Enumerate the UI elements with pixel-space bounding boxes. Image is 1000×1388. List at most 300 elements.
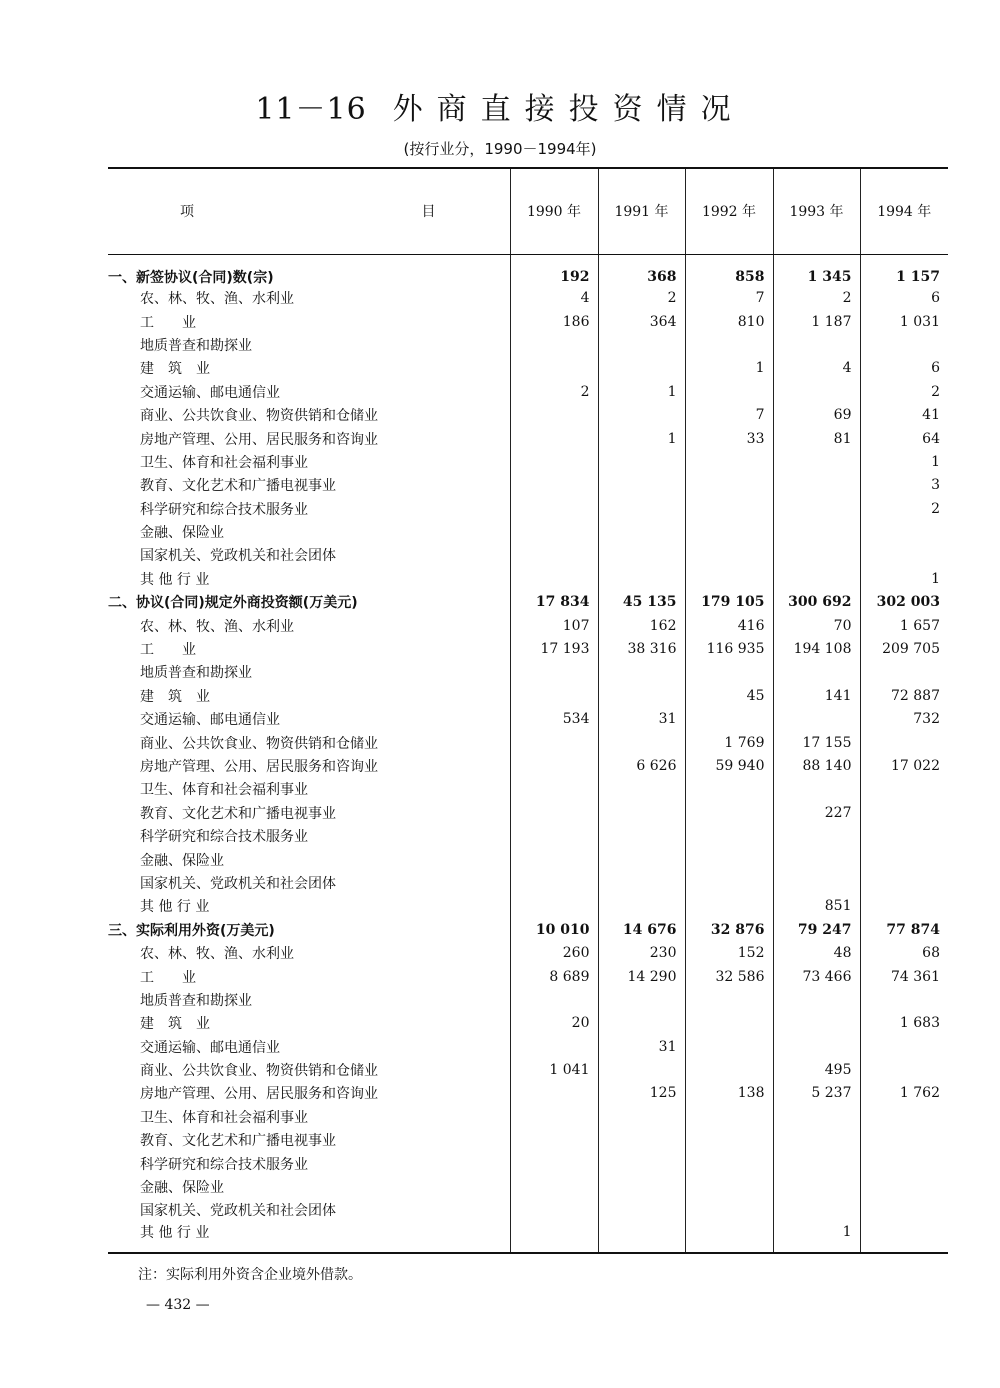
value-cell-1991	[598, 497, 685, 520]
value-cell-1992	[685, 988, 773, 1011]
value-cell-1994: 68	[860, 941, 948, 964]
value-cell-1993	[773, 871, 860, 894]
value-cell-1991: 2	[598, 287, 685, 310]
table-row	[108, 310, 948, 333]
value-cell-1994: 41	[860, 403, 948, 426]
industry-label: 其 他 行 业	[140, 899, 210, 916]
value-cell-1994	[860, 1152, 948, 1175]
value-cell-1991	[598, 988, 685, 1011]
value-cell-1993	[773, 567, 860, 590]
value-cell-1992: 32 586	[685, 965, 773, 988]
value-cell-1994: 3	[860, 474, 948, 497]
value-cell-1991: 1	[598, 380, 685, 403]
value-cell-1990	[510, 544, 598, 567]
value-cell-1994: 6	[860, 357, 948, 380]
value-cell-1991: 364	[598, 310, 685, 333]
item-column-header	[108, 168, 510, 254]
section-row	[108, 918, 948, 941]
value-cell-1991	[598, 1012, 685, 1035]
value-cell-1994	[860, 544, 948, 567]
value-cell-1990	[510, 731, 598, 754]
value-cell-1993: 81	[773, 427, 860, 450]
value-cell-1992	[685, 1199, 773, 1222]
value-cell-1992: 45	[685, 684, 773, 707]
industry-label: 地质普查和勘探业	[140, 992, 252, 1009]
value-cell-1994	[860, 333, 948, 356]
value-cell-1991: 45 135	[598, 591, 685, 614]
value-cell-1994	[860, 1058, 948, 1081]
value-cell-1990	[510, 1222, 598, 1253]
value-cell-1992	[685, 1222, 773, 1253]
table-row	[108, 988, 948, 1011]
value-cell-1994	[860, 1105, 948, 1128]
industry-label: 交通运输、邮电通信业	[140, 1039, 280, 1056]
value-cell-1994	[860, 871, 948, 894]
value-cell-1992: 152	[685, 941, 773, 964]
investment-table	[108, 167, 948, 1254]
value-cell-1994	[860, 1035, 948, 1058]
value-cell-1994	[860, 731, 948, 754]
industry-label: 卫生、体育和社会福利事业	[140, 454, 308, 471]
value-cell-1990: 1 041	[510, 1058, 598, 1081]
value-cell-1990: 192	[510, 254, 598, 287]
value-cell-1993	[773, 1012, 860, 1035]
value-cell-1990	[510, 661, 598, 684]
value-cell-1990	[510, 403, 598, 426]
value-cell-1993	[773, 1129, 860, 1152]
industry-label: 工 业	[140, 314, 196, 331]
value-cell-1992: 810	[685, 310, 773, 333]
year-header-1994: 1994 年	[860, 168, 948, 254]
value-cell-1990	[510, 1152, 598, 1175]
table-row	[108, 824, 948, 847]
industry-label: 卫生、体育和社会福利事业	[140, 1109, 308, 1126]
value-cell-1994: 1 157	[860, 254, 948, 287]
value-cell-1993	[773, 450, 860, 473]
value-cell-1991: 31	[598, 708, 685, 731]
value-cell-1992	[685, 333, 773, 356]
value-cell-1993	[773, 544, 860, 567]
value-cell-1992	[685, 1012, 773, 1035]
industry-label: 建 筑 业	[140, 688, 210, 705]
item-header-left: 项	[180, 204, 194, 221]
industry-label: 国家机关、党政机关和社会团体	[140, 875, 336, 892]
industry-label: 其 他 行 业	[140, 1225, 210, 1242]
value-cell-1991	[598, 403, 685, 426]
value-cell-1990	[510, 1105, 598, 1128]
value-cell-1994	[860, 520, 948, 543]
table-row	[108, 497, 948, 520]
table-row	[108, 403, 948, 426]
value-cell-1992	[685, 708, 773, 731]
value-cell-1994: 209 705	[860, 637, 948, 660]
industry-label: 科学研究和综合技术服务业	[140, 829, 308, 846]
value-cell-1993: 851	[773, 895, 860, 918]
industry-label: 交通运输、邮电通信业	[140, 712, 280, 729]
value-cell-1990	[510, 824, 598, 847]
value-cell-1990: 10 010	[510, 918, 598, 941]
value-cell-1993	[773, 708, 860, 731]
table-number: 11－16	[255, 92, 367, 127]
value-cell-1994	[860, 895, 948, 918]
value-cell-1992	[685, 848, 773, 871]
value-cell-1994: 732	[860, 708, 948, 731]
table-header	[108, 168, 948, 254]
value-cell-1990	[510, 1175, 598, 1198]
table-row	[108, 333, 948, 356]
value-cell-1991	[598, 544, 685, 567]
industry-label: 房地产管理、公用、居民服务和咨询业	[140, 759, 378, 775]
value-cell-1991: 162	[598, 614, 685, 637]
value-cell-1991	[598, 1129, 685, 1152]
value-cell-1990	[510, 520, 598, 543]
value-cell-1992	[685, 778, 773, 801]
value-cell-1994: 64	[860, 427, 948, 450]
table-row	[108, 941, 948, 964]
value-cell-1994: 1	[860, 567, 948, 590]
value-cell-1992: 7	[685, 287, 773, 310]
industry-label: 教育、文化艺术和广播电视事业	[140, 1133, 336, 1150]
value-cell-1993: 1 187	[773, 310, 860, 333]
value-cell-1990	[510, 1199, 598, 1222]
value-cell-1993	[773, 1105, 860, 1128]
industry-label: 科学研究和综合技术服务业	[140, 501, 308, 518]
value-cell-1992	[685, 824, 773, 847]
value-cell-1991	[598, 357, 685, 380]
value-cell-1994: 17 022	[860, 754, 948, 777]
value-cell-1992: 7	[685, 403, 773, 426]
value-cell-1993: 79 247	[773, 918, 860, 941]
value-cell-1993: 73 466	[773, 965, 860, 988]
value-cell-1992	[685, 661, 773, 684]
value-cell-1994	[860, 988, 948, 1011]
table-row	[108, 380, 948, 403]
value-cell-1990: 20	[510, 1012, 598, 1035]
value-cell-1992	[685, 1175, 773, 1198]
value-cell-1992: 1	[685, 357, 773, 380]
value-cell-1993: 88 140	[773, 754, 860, 777]
value-cell-1991	[598, 333, 685, 356]
value-cell-1991	[598, 474, 685, 497]
value-cell-1992	[685, 450, 773, 473]
value-cell-1991	[598, 1105, 685, 1128]
value-cell-1990	[510, 427, 598, 450]
value-cell-1993: 17 155	[773, 731, 860, 754]
value-cell-1992: 858	[685, 254, 773, 287]
value-cell-1990: 107	[510, 614, 598, 637]
table-row	[108, 474, 948, 497]
table-note: 注：实际利用外资含企业境外借款。	[138, 1267, 362, 1283]
value-cell-1992	[685, 567, 773, 590]
value-cell-1993: 495	[773, 1058, 860, 1081]
page-number: — 432 —	[146, 1297, 210, 1313]
industry-label: 建 筑 业	[140, 1016, 210, 1033]
table-row	[108, 1035, 948, 1058]
table-row	[108, 708, 948, 731]
industry-label: 工 业	[140, 642, 196, 659]
value-cell-1991	[598, 1058, 685, 1081]
value-cell-1992	[685, 1035, 773, 1058]
value-cell-1991: 6 626	[598, 754, 685, 777]
year-header-1991: 1991 年	[598, 168, 685, 254]
value-cell-1994: 1 031	[860, 310, 948, 333]
value-cell-1993	[773, 1199, 860, 1222]
value-cell-1994	[860, 824, 948, 847]
value-cell-1993	[773, 520, 860, 543]
value-cell-1990	[510, 801, 598, 824]
value-cell-1994: 1 762	[860, 1082, 948, 1105]
value-cell-1994	[860, 1222, 948, 1253]
table-row	[108, 965, 948, 988]
value-cell-1994: 1 657	[860, 614, 948, 637]
value-cell-1991: 368	[598, 254, 685, 287]
value-cell-1990	[510, 871, 598, 894]
value-cell-1991: 38 316	[598, 637, 685, 660]
industry-label: 教育、文化艺术和广播电视事业	[140, 805, 336, 822]
value-cell-1992	[685, 895, 773, 918]
value-cell-1992	[685, 1058, 773, 1081]
value-cell-1993: 48	[773, 941, 860, 964]
value-cell-1994: 1 683	[860, 1012, 948, 1035]
value-cell-1990	[510, 684, 598, 707]
industry-label: 房地产管理、公用、居民服务和咨询业	[140, 1086, 378, 1103]
value-cell-1992	[685, 520, 773, 543]
industry-label: 国家机关、党政机关和社会团体	[140, 548, 336, 565]
value-cell-1993: 300 692	[773, 591, 860, 614]
industry-label: 商业、公共饮食业、物资供销和仓储业	[140, 1063, 378, 1080]
value-cell-1991	[598, 1152, 685, 1175]
value-cell-1991: 14 290	[598, 965, 685, 988]
item-header-right: 目	[421, 204, 436, 221]
value-cell-1994	[860, 1199, 948, 1222]
value-cell-1990	[510, 1129, 598, 1152]
table-row	[108, 544, 948, 567]
table-subtitle: (按行业分，1990－1994年)	[403, 140, 597, 158]
value-cell-1993	[773, 824, 860, 847]
value-cell-1993	[773, 988, 860, 1011]
value-cell-1991	[598, 895, 685, 918]
table-row	[108, 1152, 948, 1175]
value-cell-1992: 59 940	[685, 754, 773, 777]
value-cell-1990	[510, 450, 598, 473]
table-row	[108, 778, 948, 801]
table-row	[108, 1082, 948, 1105]
value-cell-1991	[598, 801, 685, 824]
table-row	[108, 614, 948, 637]
value-cell-1991	[598, 684, 685, 707]
value-cell-1993	[773, 497, 860, 520]
table-row	[108, 754, 948, 777]
value-cell-1991	[598, 520, 685, 543]
industry-label: 交通运输、邮电通信业	[140, 384, 280, 401]
table-row	[108, 661, 948, 684]
value-cell-1992: 179 105	[685, 591, 773, 614]
value-cell-1992	[685, 1129, 773, 1152]
industry-label: 房地产管理、公用、居民服务和咨询业	[140, 431, 378, 448]
investment-table-container	[108, 167, 948, 1254]
value-cell-1992	[685, 380, 773, 403]
value-cell-1991: 14 676	[598, 918, 685, 941]
industry-label: 地质普查和勘探业	[140, 337, 252, 354]
value-cell-1991	[598, 731, 685, 754]
value-cell-1990	[510, 778, 598, 801]
value-cell-1993: 1	[773, 1222, 860, 1253]
section-label: 二、协议(合同)规定外商投资额(万美元)	[108, 595, 358, 612]
value-cell-1991	[598, 848, 685, 871]
value-cell-1990: 8 689	[510, 965, 598, 988]
value-cell-1991	[598, 871, 685, 894]
value-cell-1992: 33	[685, 427, 773, 450]
value-cell-1990	[510, 848, 598, 871]
value-cell-1991	[598, 450, 685, 473]
value-cell-1991: 31	[598, 1035, 685, 1058]
industry-label: 卫生、体育和社会福利事业	[140, 782, 308, 799]
value-cell-1994: 77 874	[860, 918, 948, 941]
table-row	[108, 1175, 948, 1198]
industry-label: 农、林、牧、渔、水利业	[140, 291, 294, 308]
table-row	[108, 450, 948, 473]
industry-label: 地质普查和勘探业	[140, 665, 252, 682]
table-row	[108, 637, 948, 660]
value-cell-1994: 2	[860, 497, 948, 520]
value-cell-1994: 74 361	[860, 965, 948, 988]
value-cell-1991	[598, 1199, 685, 1222]
value-cell-1993: 2	[773, 287, 860, 310]
table-row	[108, 357, 948, 380]
table-row	[108, 1222, 948, 1253]
value-cell-1994	[860, 1129, 948, 1152]
value-cell-1990	[510, 754, 598, 777]
value-cell-1990: 260	[510, 941, 598, 964]
industry-label: 其 他 行 业	[140, 571, 210, 588]
value-cell-1992	[685, 801, 773, 824]
page-title	[0, 84, 1000, 128]
section-label: 三、实际利用外资(万美元)	[108, 922, 275, 939]
industry-label: 国家机关、党政机关和社会团体	[140, 1203, 336, 1220]
value-cell-1990	[510, 474, 598, 497]
value-cell-1990	[510, 357, 598, 380]
value-cell-1994	[860, 1175, 948, 1198]
table-row	[108, 1129, 948, 1152]
section-row	[108, 591, 948, 614]
value-cell-1993: 70	[773, 614, 860, 637]
industry-label: 建 筑 业	[140, 361, 210, 378]
value-cell-1992	[685, 871, 773, 894]
industry-label: 科学研究和综合技术服务业	[140, 1156, 308, 1173]
value-cell-1993: 4	[773, 357, 860, 380]
value-cell-1994	[860, 848, 948, 871]
value-cell-1994: 6	[860, 287, 948, 310]
value-cell-1990	[510, 1035, 598, 1058]
value-cell-1991	[598, 824, 685, 847]
value-cell-1991: 125	[598, 1082, 685, 1105]
table-row	[108, 731, 948, 754]
table-row	[108, 871, 948, 894]
value-cell-1993: 141	[773, 684, 860, 707]
value-cell-1993	[773, 661, 860, 684]
industry-label: 工 业	[140, 969, 196, 986]
value-cell-1991	[598, 778, 685, 801]
value-cell-1991	[598, 567, 685, 590]
value-cell-1992: 116 935	[685, 637, 773, 660]
year-header-1992: 1992 年	[685, 168, 773, 254]
table-row	[108, 427, 948, 450]
value-cell-1990: 534	[510, 708, 598, 731]
value-cell-1992	[685, 1105, 773, 1128]
value-cell-1991	[598, 661, 685, 684]
value-cell-1992	[685, 497, 773, 520]
value-cell-1991	[598, 1222, 685, 1253]
value-cell-1990	[510, 567, 598, 590]
value-cell-1993	[773, 1175, 860, 1198]
value-cell-1990: 186	[510, 310, 598, 333]
value-cell-1994	[860, 661, 948, 684]
value-cell-1994	[860, 778, 948, 801]
table-row	[108, 1105, 948, 1128]
value-cell-1992	[685, 1152, 773, 1175]
table-row	[108, 1058, 948, 1081]
table-row	[108, 684, 948, 707]
value-cell-1990: 2	[510, 380, 598, 403]
value-cell-1990	[510, 895, 598, 918]
section-row	[108, 254, 948, 287]
value-cell-1992: 1 769	[685, 731, 773, 754]
value-cell-1993: 194 108	[773, 637, 860, 660]
value-cell-1991: 230	[598, 941, 685, 964]
industry-label: 农、林、牧、渔、水利业	[140, 618, 294, 635]
value-cell-1993: 227	[773, 801, 860, 824]
table-row	[108, 1012, 948, 1035]
value-cell-1994	[860, 801, 948, 824]
value-cell-1992	[685, 544, 773, 567]
value-cell-1993	[773, 1035, 860, 1058]
table-body	[108, 254, 948, 1253]
value-cell-1990: 17 193	[510, 637, 598, 660]
value-cell-1993: 69	[773, 403, 860, 426]
value-cell-1993: 5 237	[773, 1082, 860, 1105]
table-title: 外商直接投资情况	[392, 92, 745, 127]
value-cell-1992: 138	[685, 1082, 773, 1105]
value-cell-1992	[685, 474, 773, 497]
industry-label: 金融、保险业	[140, 852, 224, 869]
table-row	[108, 848, 948, 871]
header-row	[108, 168, 948, 254]
value-cell-1993	[773, 848, 860, 871]
value-cell-1994: 1	[860, 450, 948, 473]
table-row	[108, 1199, 948, 1222]
value-cell-1994: 2	[860, 380, 948, 403]
industry-label: 金融、保险业	[140, 525, 224, 542]
value-cell-1990	[510, 333, 598, 356]
value-cell-1993: 1 345	[773, 254, 860, 287]
table-row	[108, 801, 948, 824]
industry-label: 商业、公共饮食业、物资供销和仓储业	[140, 735, 378, 752]
table-row	[108, 567, 948, 590]
value-cell-1993	[773, 474, 860, 497]
value-cell-1991: 1	[598, 427, 685, 450]
value-cell-1991	[598, 1175, 685, 1198]
value-cell-1994: 72 887	[860, 684, 948, 707]
value-cell-1992: 32 876	[685, 918, 773, 941]
year-header-1990: 1990 年	[510, 168, 598, 254]
value-cell-1990	[510, 1082, 598, 1105]
value-cell-1994: 302 003	[860, 591, 948, 614]
value-cell-1990: 17 834	[510, 591, 598, 614]
value-cell-1990	[510, 988, 598, 1011]
value-cell-1990: 4	[510, 287, 598, 310]
industry-label: 教育、文化艺术和广播电视事业	[140, 478, 336, 495]
value-cell-1993	[773, 1152, 860, 1175]
